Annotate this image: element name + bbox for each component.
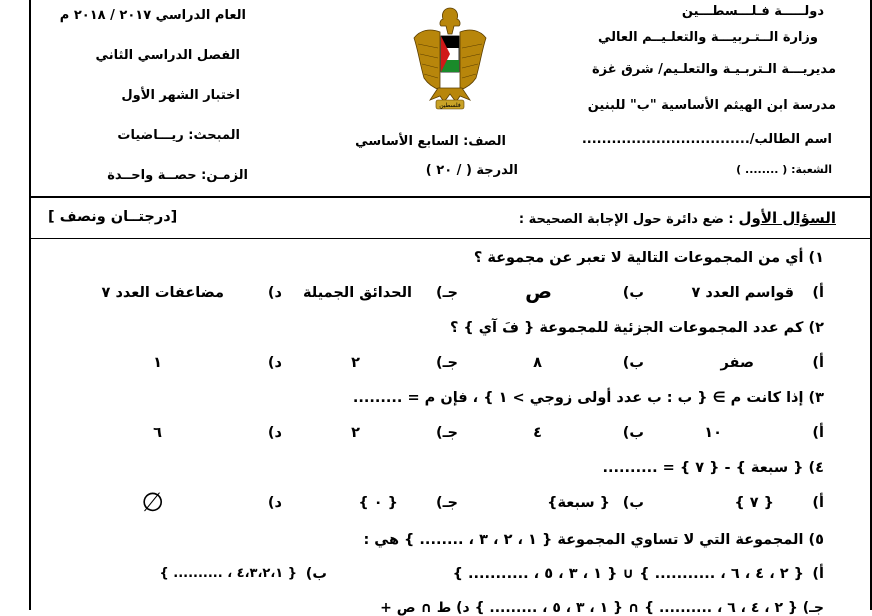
question-one-instruction: : ضع دائرة حول الإجابة الصحيحة : (518, 212, 734, 227)
question-one-title: السؤال الأول (738, 209, 836, 227)
question-3-stem: ٣) إذا كانت م ∋ { ب : ب عدد أولى زوجي > ١ } ، فإن م = ......... (352, 390, 824, 406)
q1-option-a-letter: أ) (812, 285, 824, 301)
q3-option-a[interactable]: ١٠ (704, 425, 722, 441)
q3-option-d-letter: د) (267, 425, 282, 441)
state-name: دولـــــة فـلـــسطـــين (681, 4, 824, 19)
grade-label: الصف: السابع الأساسي (355, 134, 506, 149)
school-name: مدرسة ابن الهيثم الأساسية "ب" للبنين (587, 98, 836, 113)
q2-option-b-letter: ب) (622, 355, 644, 371)
palestine-eagle-emblem (410, 4, 490, 112)
q4-option-d-empty-set[interactable]: ∅ (141, 488, 164, 518)
question-2-stem: ٢) كم عدد المجموعات الجزئية للمجموعة { فَ آي } ؟ (449, 320, 824, 336)
q2-option-c[interactable]: ٢ (351, 355, 360, 371)
q1-option-a[interactable]: قواسم العدد ٧ (691, 285, 794, 301)
directorate-name: مديريـــة الـتربـيـة والتعلـيم/ شرق غزة (591, 62, 836, 77)
section-field: الشعبة: ( ........ ) (736, 163, 832, 176)
q5-option-a-letter: أ) (812, 566, 824, 582)
header-divider (29, 196, 872, 198)
question-one-header (519, 209, 836, 227)
exam-duration: الزمـن: حصــة واحــدة (107, 168, 248, 183)
q4-option-a-letter: أ) (812, 495, 824, 511)
q5-option-b-letter: ب) (305, 566, 327, 582)
q3-option-d[interactable]: ٦ (153, 425, 162, 441)
q4-option-d-letter: د) (267, 495, 282, 511)
q2-option-a-letter: أ) (812, 355, 824, 371)
q4-option-b[interactable]: { سبعة} (547, 495, 610, 511)
q1-option-c-letter: جـ) (435, 285, 458, 301)
question-1-stem: ١) أي من المجموعات التالية لا تعبر عن مجموعة ؟ (473, 250, 824, 266)
q4-option-b-letter: ب) (622, 495, 644, 511)
q2-option-b[interactable]: ٨ (533, 355, 542, 371)
q2-option-c-letter: جـ) (435, 355, 458, 371)
ministry-name: وزارة الــتـربيـــة والتعلـيــم العالي (597, 30, 818, 45)
academic-year: العام الدراسي ٢٠١٧ / ٢٠١٨ م (59, 8, 246, 23)
q1-option-d[interactable]: مضاعفات العدد ٧ (101, 285, 224, 301)
q3-option-b[interactable]: ٤ (533, 425, 542, 441)
q2-option-d-letter: د) (267, 355, 282, 371)
subject: المبحث: ريـــاضيات (117, 128, 240, 143)
q3-option-a-letter: أ) (812, 425, 824, 441)
q2-option-d[interactable]: ١ (153, 355, 162, 371)
q1-option-b[interactable]: ص (525, 279, 552, 303)
q5-cut-line: جـ) { ٢ ، ٤ ، ٦ ، .......... } ∩ { ١ ، ٣ ، ٥ ، ......... } د) ط ∩ ص + (380, 600, 824, 616)
q4-option-c-letter: جـ) (435, 495, 458, 511)
q3-option-b-letter: ب) (622, 425, 644, 441)
q2-option-a[interactable]: صفر (720, 355, 754, 371)
question-5-stem: ٥) المجموعة التي لا تساوي المجموعة { ١ ، ٢ ، ٣ ، ........ } هي : (363, 532, 824, 548)
q1-option-b-letter: ب) (622, 285, 644, 301)
question-divider (29, 238, 872, 239)
q5-option-b[interactable]: { ٤،٣،٢،١ ، .......... } (159, 566, 297, 581)
score-label: الدرجة ( / ٢٠ ) (425, 163, 518, 178)
q4-option-c[interactable]: { ٠ } (358, 495, 398, 511)
question-4-stem: ٤) { سبعة } - { ٧ } = .......... (602, 460, 824, 476)
student-name-field: اسم الطالب/.................................. (581, 132, 832, 147)
q5-option-a[interactable]: { ٢ ، ٤ ، ٦ ، ........... } ∪ { ١ ، ٣ ، ٥ ، ........... } (452, 566, 804, 582)
emblem-label: فلسطين (439, 102, 461, 109)
q1-option-d-letter: د) (267, 285, 282, 301)
semester: الفصل الدراسي الثاني (95, 48, 240, 63)
question-one-marks: [ درجتــان ونصف] (48, 209, 178, 225)
q4-option-a[interactable]: { ٧ } (734, 495, 774, 511)
q3-option-c[interactable]: ٢ (351, 425, 360, 441)
q1-option-c[interactable]: الحدائق الجميلة (303, 285, 412, 301)
exam-title: اختبار الشهر الأول (121, 88, 240, 103)
q3-option-c-letter: جـ) (435, 425, 458, 441)
